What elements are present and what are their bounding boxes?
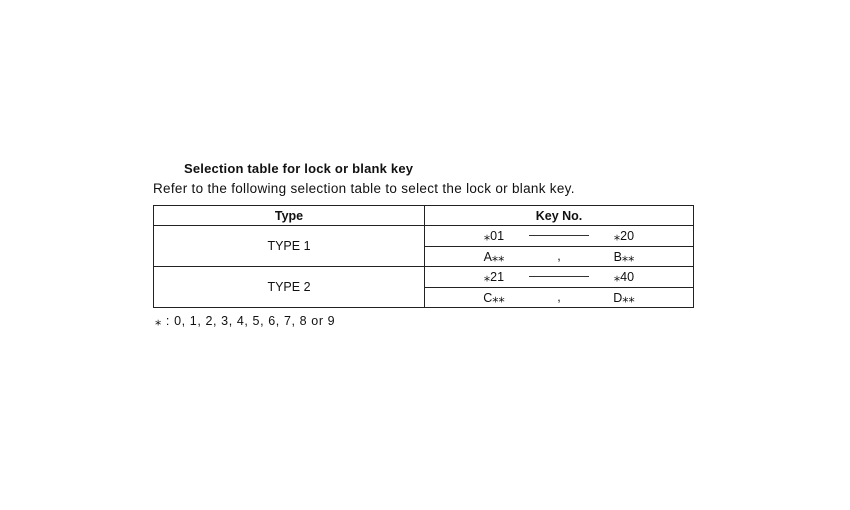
- key-range-from: ⁎01: [483, 229, 505, 244]
- key-letter-separator: ,: [557, 249, 561, 264]
- key-letter-cell: [425, 246, 694, 267]
- key-range-cell: [425, 226, 694, 247]
- intro-paragraph: Refer to the following selection table to select the lock or blank key.: [153, 181, 575, 196]
- type-cell: TYPE 2: [154, 267, 425, 308]
- key-range-to: ⁎40: [613, 270, 635, 285]
- column-header-key-no: Key No.: [425, 206, 694, 226]
- key-letter-cell: [425, 287, 694, 308]
- table-row: [154, 226, 694, 247]
- key-range-cell: [425, 267, 694, 288]
- key-selection-table: [153, 205, 694, 308]
- section-heading: Selection table for lock or blank key: [184, 161, 414, 176]
- range-dash: [529, 276, 589, 277]
- key-letter-separator: ,: [557, 290, 561, 305]
- column-header-type: Type: [154, 206, 425, 226]
- table-row: [154, 267, 694, 288]
- range-dash: [529, 235, 589, 236]
- key-letter-first: A⁎⁎: [483, 249, 505, 264]
- key-letter-second: D⁎⁎: [613, 290, 635, 305]
- footnote: ⁎ : 0, 1, 2, 3, 4, 5, 6, 7, 8 or 9: [155, 314, 336, 328]
- type-cell: TYPE 1: [154, 226, 425, 267]
- key-range-to: ⁎20: [613, 229, 635, 244]
- key-letter-first: C⁎⁎: [483, 290, 505, 305]
- table-header-row: [154, 206, 694, 226]
- key-letter-second: B⁎⁎: [613, 249, 635, 264]
- key-range-from: ⁎21: [483, 270, 505, 285]
